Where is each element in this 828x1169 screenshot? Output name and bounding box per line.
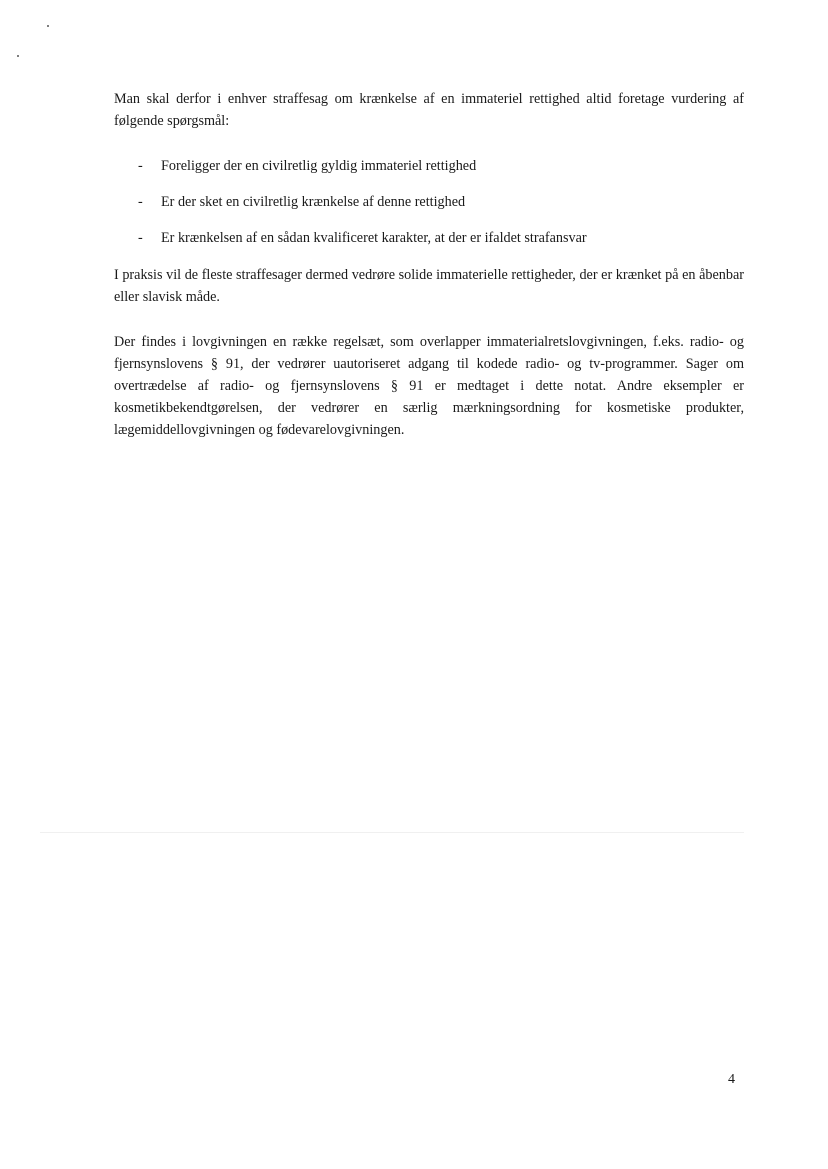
list-item xyxy=(114,227,744,249)
praksis-paragraph xyxy=(114,264,744,308)
page-number: 4 xyxy=(728,1072,735,1087)
list-item-text: Er der sket en civilretlig krænkelse af denne rettighed xyxy=(161,194,466,210)
intro-text: Man skal derfor i enhver straffesag om krænkelse af en immateriel rettighed altid foretage vurdering af følgende spørgsmål: xyxy=(114,91,744,129)
question-list xyxy=(114,155,744,263)
bullet-dash: - xyxy=(138,194,143,210)
list-item xyxy=(114,191,744,213)
scan-speck xyxy=(17,55,19,57)
praksis-text: I praksis vil de fleste straffesager dermed vedrøre solide immaterielle rettigheder, der er krænket på en åbenbar eller slavisk måde. xyxy=(114,267,744,305)
scan-artifact-line xyxy=(40,832,744,833)
bullet-dash: - xyxy=(138,158,143,174)
lovgivning-text: Der findes i lovgivningen en række regelsæt, som overlapper immaterialretslovgivningen, f.eks. radio- og fjernsynslovens § 91, der vedrører uautoriseret adgang til kodede radio- og tv-programmer. Sager om overtrædelse af radio- og fjernsynslovens § 91 er medtaget i dette notat. Andre eksempler er kosmetikbekendtgørelsen, der vedrører en særlig mærkningsordning for kosmetiske produkter, lægemiddellovgivningen og fødevarelovgivningen. xyxy=(114,334,744,438)
list-item-text: Er krænkelsen af en sådan kvalificeret karakter, at der er ifaldet strafansvar xyxy=(161,230,587,246)
bullet-dash: - xyxy=(138,230,143,246)
intro-paragraph xyxy=(114,88,744,132)
lovgivning-paragraph xyxy=(114,331,744,441)
scan-speck xyxy=(47,25,49,27)
list-item-text: Foreligger der en civilretlig gyldig immateriel rettighed xyxy=(161,158,477,174)
list-item xyxy=(114,155,744,177)
